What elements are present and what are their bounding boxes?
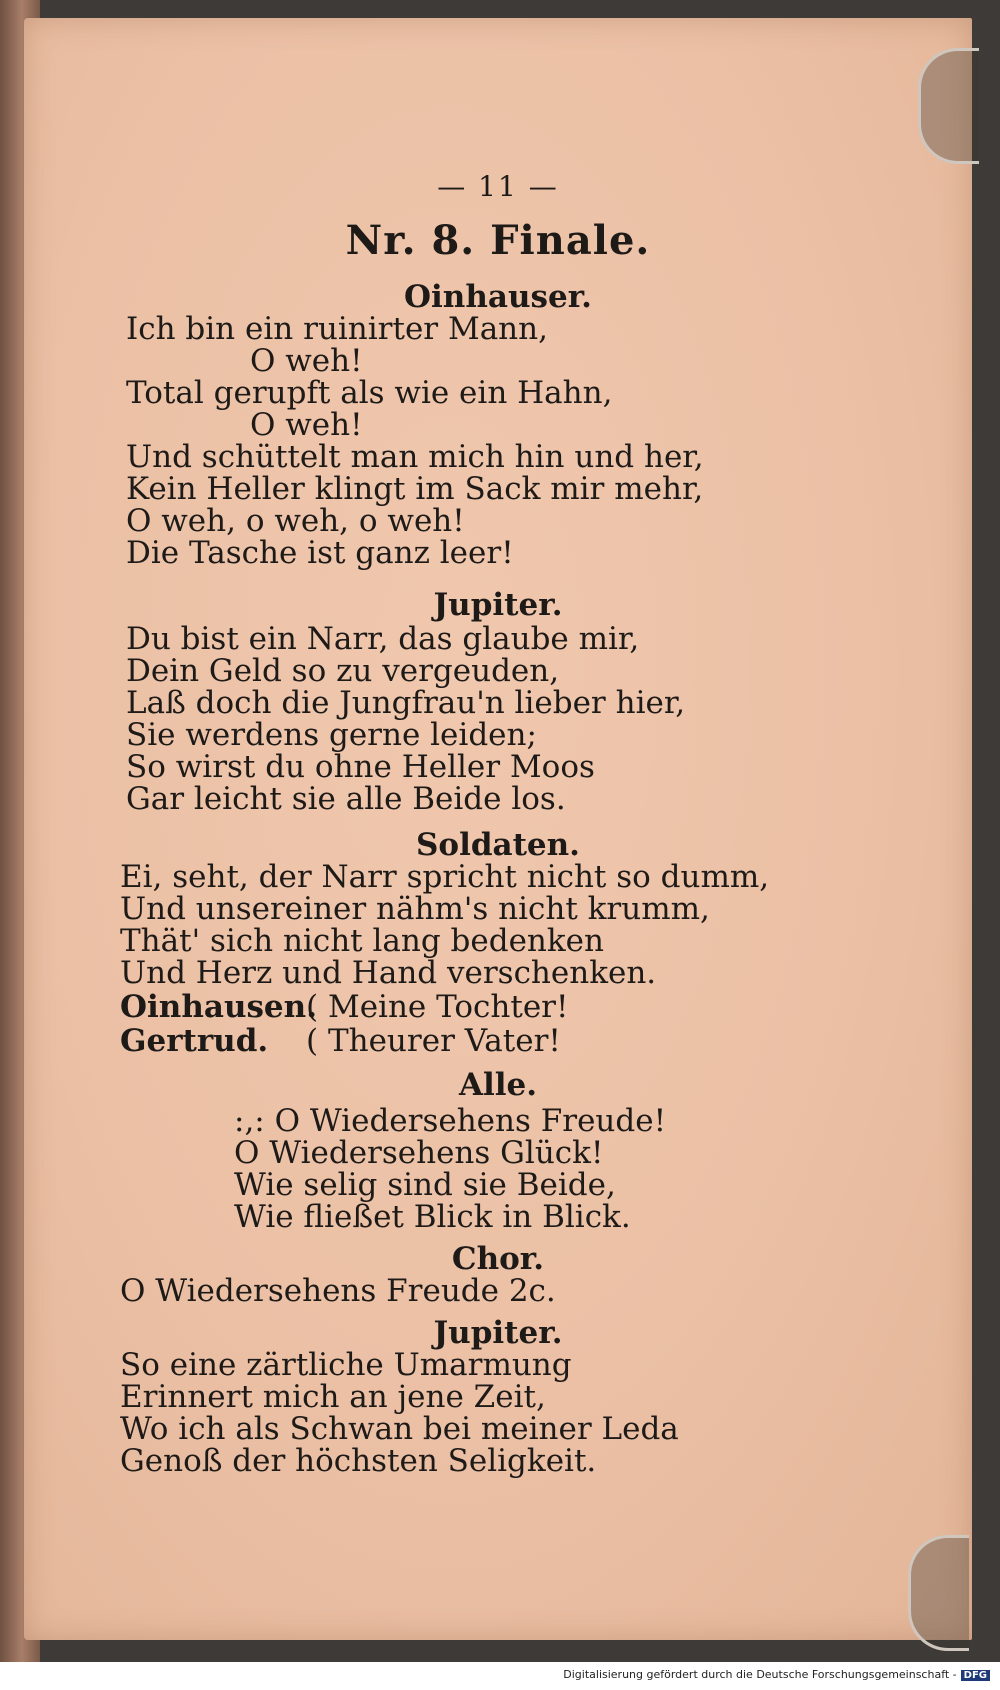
verse-line: Du bist ein Narr, das glaube mir,: [126, 621, 640, 657]
verse-line: O Wiedersehens Glück!: [234, 1135, 604, 1171]
speaker-jupiter: Jupiter.: [433, 1315, 563, 1351]
verse-line: Gar leicht sie alle Beide los.: [126, 781, 566, 817]
verse-line: Und Herz und Hand verschenken.: [120, 955, 657, 991]
speaker-gertrud: Gertrud.: [120, 1023, 269, 1059]
verse-line: Und unsereiner nähm's nicht krumm,: [120, 891, 710, 927]
verse-line: Ei, seht, der Narr spricht nicht so dumm,: [120, 859, 770, 895]
page-title: Nr. 8. Finale.: [345, 217, 651, 264]
speaker-alle: Alle.: [458, 1067, 538, 1103]
verse-line: Wie fließet Blick in Blick.: [234, 1199, 631, 1235]
speaker-oinhauser: Oinhauser.: [404, 279, 592, 315]
verse-line: Erinnert mich an jene Zeit,: [120, 1379, 546, 1415]
verse-line: So eine zärtliche Umarmung: [120, 1347, 572, 1383]
verse-line: Die Tasche ist ganz leer!: [126, 535, 514, 571]
page-number: — 11 —: [437, 170, 559, 203]
dialogue-line: ( Meine Tochter!: [306, 989, 569, 1025]
verse-line: Total gerupft als wie ein Hahn,: [126, 375, 613, 411]
verse-line: Thät' sich nicht lang bedenken: [120, 923, 604, 959]
dialogue-line: ( Theurer Vater!: [306, 1023, 561, 1059]
verse-line: O weh!: [250, 407, 363, 443]
verse-line: O weh, o weh, o weh!: [126, 503, 465, 539]
verse-line: Und schüttelt man mich hin und her,: [126, 439, 704, 475]
verse-line: Wie selig sind sie Beide,: [234, 1167, 616, 1203]
verse-line: Laß doch die Jungfrau'n lieber hier,: [126, 685, 686, 721]
verse-line: Kein Heller klingt im Sack mir mehr,: [126, 471, 704, 507]
speaker-jupiter: Jupiter.: [433, 587, 563, 623]
speaker-chor: Chor.: [451, 1241, 545, 1277]
book-page: [24, 18, 972, 1640]
verse-line: So wirst du ohne Heller Moos: [126, 749, 595, 785]
digitization-footer: [0, 1668, 990, 1681]
dfg-logo: DFG: [961, 1670, 990, 1681]
speaker-soldaten: Soldaten.: [416, 827, 580, 863]
verse-line: Ich bin ein ruinirter Mann,: [126, 311, 548, 347]
page-text: [24, 18, 972, 1640]
binder-clip-bottom: [908, 1535, 969, 1651]
verse-line: Sie werdens gerne leiden;: [126, 717, 537, 753]
verse-line: Genoß der höchsten Seligkeit.: [120, 1443, 597, 1479]
verse-line: Wo ich als Schwan bei meiner Leda: [120, 1411, 679, 1447]
verse-line: Dein Geld so zu vergeuden,: [126, 653, 560, 689]
footer-text: Digitalisierung gefördert durch die Deutsche Forschungsgemeinschaft -: [563, 1668, 957, 1681]
verse-line: :,: O Wiedersehens Freude!: [234, 1103, 667, 1139]
verse-line: O weh!: [250, 343, 363, 379]
verse-line: O Wiedersehens Freude 2c.: [120, 1273, 556, 1309]
binder-clip-top: [918, 48, 979, 164]
speaker-oinhausen: Oinhausen.: [120, 989, 317, 1025]
